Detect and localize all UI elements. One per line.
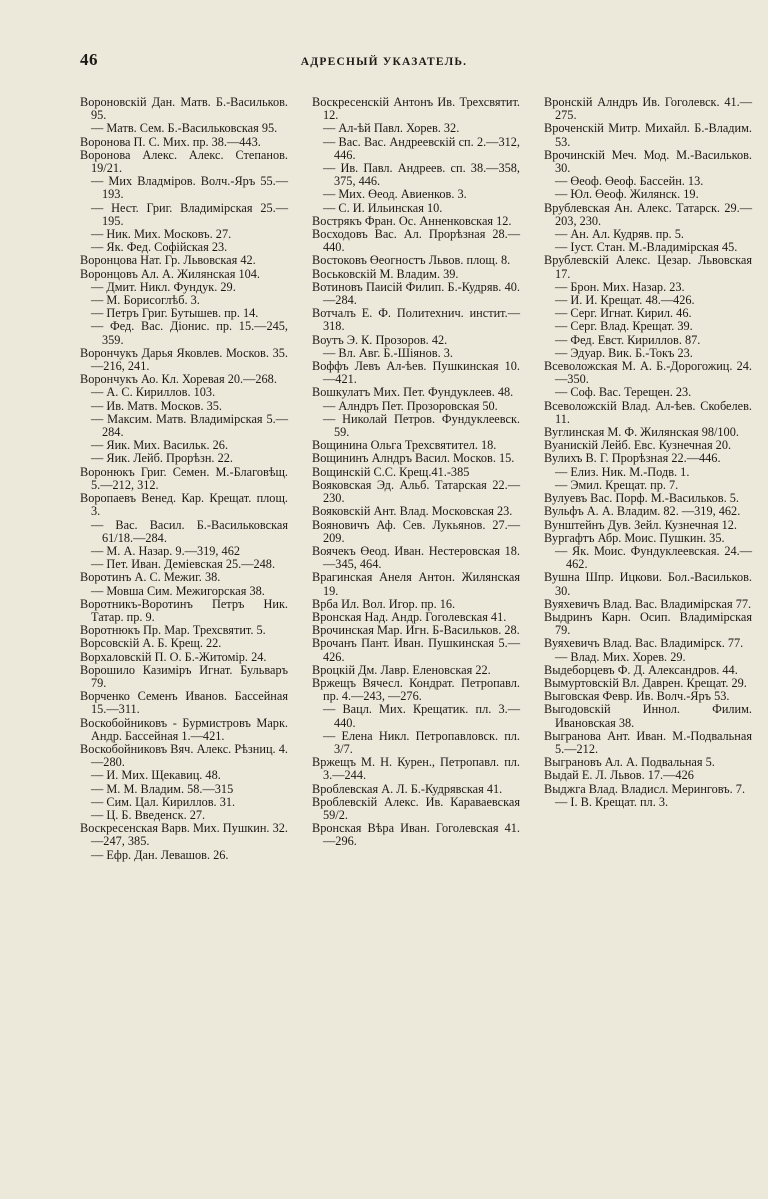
directory-entry: Воронцовъ Ал. А. Жилянская 104. — [80, 266, 261, 281]
directory-subentry: — А. С. Кириллов. 103. — [91, 385, 216, 400]
directory-subentry: — Сим. Цал. Кириллов. 31. — [91, 794, 236, 809]
directory-entry: Воскобойниковъ Вяч. Алекс. Рѣзниц. 4.—280. — [80, 741, 288, 770]
directory-subentry: — И. Мих. Щекавиц. 48. — [91, 768, 221, 783]
directory-entry: Вояковскій Ант. Влад. Московская 23. — [312, 504, 513, 519]
directory-subentry: — Эмил. Крещат. пр. 7. — [555, 477, 679, 492]
directory-entry: Вощинина Ольга Трехсвятител. 18. — [312, 438, 497, 453]
directory-entry: Врба Ил. Вол. Игор. пр. 16. — [312, 596, 456, 611]
directory-subentry: — Як. Фед. Софійская 23. — [91, 240, 228, 255]
directory-entry: Ворошило Казиміръ Игнат. Бульваръ 79. — [80, 662, 288, 690]
directory-entry: Выгодовскій Иннол. Филим. Ивановская 38. — [544, 702, 752, 730]
directory-entry: Вояковская Эд. Альб. Татарская 22.—230. — [312, 477, 520, 506]
directory-entry: Вушна Шпр. Ицкови. Бол.-Васильков. 30. — [544, 570, 752, 598]
column-3 — [544, 96, 752, 809]
directory-entry: Врагинская Анеля Антон. Жилянская 19. — [312, 570, 520, 598]
directory-entry: Ворхаловскій П. О. Б.-Житомір. 24. — [80, 649, 267, 664]
directory-entry: Врублевская Ан. Алекс. Татарск. 29.—203, 230. — [544, 200, 752, 228]
directory-entry: Выджга Влад. Владисл. Меринговъ. 7. — [544, 781, 746, 796]
directory-entry: Вронскій Алндръ Ив. Гоголевск. 41.—275. — [544, 95, 752, 123]
directory-subentry: — Серг. Игнат. Кирил. 46. — [555, 306, 692, 321]
directory-subentry: — Юл. Өеоф. Жилянск. 19. — [555, 187, 699, 202]
directory-entry: Вулуевъ Вас. Порф. М.-Васильков. 5. — [544, 491, 739, 506]
directory-subentry: — Фед. Вас. Діонис. пр. 15.—245, 359. — [91, 319, 288, 347]
directory-subentry: — Ал-ѣй Павл. Хорев. 32. — [323, 121, 460, 136]
directory-subentry: — Мих. Өеод. Авиенков. 3. — [323, 187, 467, 202]
directory-entry: Востоковъ Өеогностъ Львов. площ. 8. — [312, 253, 511, 268]
directory-entry: Ворченко Семенъ Иванов. Бассейная 15.—311. — [80, 689, 288, 717]
directory-entry: Воротнюкъ Пр. Мар. Трехсвятит. 5. — [80, 623, 266, 638]
directory-subentry: — Вас. Вас. Андреевскій сп. 2.—312, 446. — [323, 134, 520, 162]
directory-entry: Воскресенская Варв. Мих. Пушкин. 32.—247, 385. — [80, 821, 288, 849]
directory-subentry: — Яик. Лейб. Прорѣзн. 22. — [91, 451, 233, 466]
address-columns — [80, 95, 752, 1176]
directory-entry: Врочанъ Пант. Иван. Пушкинская 5.—426. — [312, 636, 520, 664]
directory-entry: Выгранова Ант. Иван. М.-Подвальная 5.—212. — [544, 728, 752, 756]
directory-subentry: — Ив. Павл. Андреев. сп. 38.—358, 375, 446. — [323, 161, 520, 189]
directory-subentry: — Іуст. Стан. М.-Владимірская 45. — [555, 240, 738, 255]
directory-entry: Врублевскій Алекс. Цезар. Львовская 17. — [544, 253, 752, 281]
directory-subentry: — Елиз. Ник. М.-Подв. 1. — [555, 464, 690, 479]
directory-subentry: — Як. Моис. Фундуклеевская. 24.—462. — [555, 543, 752, 572]
directory-entry: Воронюкъ Григ. Семен. М.-Благовѣщ. 5.—212, 312. — [80, 464, 288, 492]
directory-entry: Вуяхевичъ Влад. Вас. Владимірск. 77. — [544, 636, 744, 651]
directory-entry: Воскобойниковъ - Бурмистровъ Марк. Андр. Бассейная 1.—421. — [80, 715, 288, 743]
directory-entry: Врочинскій Меч. Мод. М.-Васильков. 30. — [544, 147, 752, 176]
directory-entry: Вотиновъ Паисій Филип. Б.-Кудряв. 40.—284. — [312, 279, 520, 308]
directory-entry: Вроблевскій Алекс. Ив. Караваевская 59/2. — [312, 794, 520, 822]
directory-entry: Вржещъ М. Н. Курен., Петропавл. пл. 3.—244. — [312, 755, 520, 783]
directory-entry: Вороновскій Дан. Матв. Б.-Васильков. 95. — [80, 95, 288, 123]
directory-entry: Вронская Вѣра Иван. Гоголевская 41.—296. — [312, 821, 520, 849]
directory-subentry: — Николай Петров. Фундуклеевск. 59. — [323, 411, 520, 440]
directory-subentry: — Петръ Григ. Бутышев. пр. 14. — [91, 306, 259, 321]
directory-entry: Вульфъ А. А. Владим. 82. —319, 462. — [544, 504, 741, 519]
directory-entry: Вроблевская А. Л. Б.-Кудрявская 41. — [312, 781, 503, 796]
directory-subentry: — М. А. Назар. 9.—319, 462 — [91, 543, 240, 558]
directory-subentry: — Өеоф. Өеоф. Бассейн. 13. — [555, 174, 704, 189]
column-1 — [80, 96, 288, 862]
directory-entry: Воутъ Э. К. Прозоров. 42. — [312, 332, 448, 347]
directory-subentry: — Яик. Мих. Васильк. 26. — [91, 438, 229, 453]
column-2 — [312, 96, 520, 849]
directory-subentry: — Вл. Авг. Б.-Шіянов. 3. — [323, 345, 453, 360]
directory-entry: Выграновъ Ал. А. Подвальная 5. — [544, 755, 715, 770]
directory-entry: Вощининъ Алндръ Васил. Москов. 15. — [312, 451, 515, 466]
directory-entry: Вошкулатъ Мих. Пет. Фундуклеев. 48. — [312, 385, 514, 400]
directory-entry: Воротникъ-Воротинъ Петръ Ник. Татар. пр. 9. — [80, 596, 288, 624]
directory-entry: Воропаевъ Венед. Кар. Крещат. площ. 3. — [80, 491, 288, 519]
directory-entry: Вунштейнъ Дув. Зейл. Кузнечная 12. — [544, 517, 737, 532]
directory-entry: Ворончукъ Дарья Яковлев. Москов. 35.—216, 241. — [80, 345, 288, 374]
directory-entry: Всеволожскій Влад. Ал-ѣев. Скобелев. 11. — [544, 398, 752, 426]
directory-subentry: — Алндръ Пет. Прозоровская 50. — [323, 398, 498, 413]
directory-entry: Вострякъ Фран. Ос. Анненковская 12. — [312, 213, 512, 228]
directory-subentry: — Ефр. Дан. Левашов. 26. — [91, 847, 229, 862]
directory-entry: Вуяхевичъ Влад. Вас. Владимірская 77. — [544, 596, 752, 611]
directory-entry: Воскресенскій Антонъ Ив. Трехсвятит. 12. — [312, 95, 520, 123]
directory-subentry: — Серг. Влад. Крещат. 39. — [555, 319, 693, 334]
directory-entry: Воронова Алекс. Алекс. Степанов. 19/21. — [80, 147, 288, 176]
directory-entry: Воротинъ А. С. Межиг. 38. — [80, 570, 221, 585]
directory-subentry: — М. Борисоглѣб. 3. — [91, 293, 200, 308]
directory-subentry: — Пет. Иван. Деміевская 25.—248. — [91, 557, 276, 572]
directory-entry: Воячекъ Өеод. Иван. Нестеровская 18.—345, 464. — [312, 543, 520, 572]
directory-subentry: — Матв. Сем. Б.-Васильковская 95. — [91, 121, 278, 136]
directory-entry: Вроченскій Митр. Михайл. Б.-Владим. 53. — [544, 121, 752, 149]
directory-subentry: — Дмит. Никл. Фундук. 29. — [91, 279, 236, 294]
running-head: АДРЕСНЫЙ УКАЗАТЕЛЬ. — [300, 56, 468, 68]
directory-subentry: — Мовша Сим. Межигорская 38. — [91, 583, 265, 598]
directory-subentry: — Вацл. Мих. Крещатик. пл. 3.—440. — [323, 702, 520, 730]
directory-entry: Вроцкій Дм. Лавр. Еленовская 22. — [312, 662, 491, 677]
directory-subentry: — Ц. Б. Введенск. 27. — [91, 807, 206, 822]
directory-entry: Выдеборцевъ Ф. Д. Александров. 44. — [544, 662, 738, 677]
directory-entry: Всеволожская М. А. Б.-Дорогожиц. 24.—350. — [544, 359, 752, 387]
directory-entry: Вымуртовскій Вл. Даврен. Крещат. 29. — [544, 675, 747, 690]
directory-subentry: — Эдуар. Вик. Б.-Токъ 23. — [555, 345, 693, 360]
directory-entry: Ворончукъ Ао. Кл. Хоревая 20.—268. — [80, 372, 277, 387]
directory-entry: Вуанискій Лейб. Евс. Кузнечная 20. — [544, 438, 732, 453]
directory-entry: Вояновичъ Аф. Сев. Лукьянов. 27.—209. — [312, 517, 520, 545]
directory-entry: Вржещъ Вячесл. Кондрат. Петропавл. пр. 4.—243, —276. — [312, 675, 520, 704]
directory-entry: Вронская Над. Андр. Гоголевская 41. — [312, 609, 507, 624]
directory-subentry: — М. М. Владим. 58.—315 — [91, 781, 234, 796]
directory-subentry: — Соф. Вас. Терещен. 23. — [555, 385, 692, 400]
directory-subentry: — С. И. Ильинская 10. — [323, 200, 443, 215]
directory-subentry: — І. В. Крещат. пл. 3. — [555, 794, 669, 809]
directory-entry: Воськовскій М. Владим. 39. — [312, 266, 459, 281]
directory-entry: Выдринъ Карн. Осип. Владимірская 79. — [544, 609, 752, 638]
directory-subentry: — Елена Никл. Петропавловск. пл. 3/7. — [323, 728, 520, 756]
directory-entry: Вощинскій С.С. Крещ.41.-385 — [312, 464, 470, 479]
directory-subentry: — Фед. Евст. Кириллов. 87. — [555, 332, 701, 347]
directory-entry: Вотчалъ Е. Ф. Политехнич. инстит.—318. — [312, 306, 520, 334]
directory-entry: Воффъ Левъ Ал-ѣев. Пушкинская 10.—421. — [312, 359, 520, 387]
directory-entry: Выговская Февр. Ив. Волч.-Яръ 53. — [544, 689, 730, 704]
directory-subentry: — Мих Владміров. Волч.-Яръ 55.—193. — [91, 174, 288, 202]
directory-entry: Ворсовскій А. Б. Крещ. 22. — [80, 636, 222, 651]
directory-subentry: — Нест. Григ. Владимірская 25.—195. — [91, 200, 288, 228]
directory-subentry: — Брон. Мих. Назар. 23. — [555, 279, 685, 294]
page-number: 46 — [80, 50, 98, 69]
directory-entry: Выдай Е. Л. Львов. 17.—426 — [544, 768, 694, 783]
directory-entry: Врочинская Мар. Игн. Б-Васильков. 28. — [312, 623, 520, 638]
directory-subentry: — Ник. Мих. Московъ. 27. — [91, 227, 232, 242]
directory-entry: Воронова П. С. Мих. пр. 38.—443. — [80, 134, 261, 149]
directory-subentry: — Ив. Матв. Москов. 35. — [91, 398, 222, 413]
directory-entry: Восходовъ Вас. Ал. Прорѣзная 28.—440. — [312, 227, 520, 255]
directory-subentry: — И. И. Крещат. 48.—426. — [555, 293, 695, 308]
directory-entry: Вуглинская М. Ф. Жилянская 98/100. — [544, 425, 739, 440]
directory-subentry: — Влад. Мих. Хорев. 29. — [555, 649, 686, 664]
directory-subentry: — Вас. Васил. Б.-Васильковская 61/18.—284. — [91, 517, 288, 545]
directory-subentry: — Ан. Ал. Кудряв. пр. 5. — [555, 227, 684, 242]
directory-subentry: — Максим. Матв. Владимірская 5.—284. — [91, 411, 288, 440]
directory-entry: Вургафтъ Абр. Моис. Пушкин. 35. — [544, 530, 725, 545]
page-header — [0, 50, 768, 76]
directory-entry: Воронцова Нат. Гр. Львовская 42. — [80, 253, 256, 268]
directory-entry: Вулихъ В. Г. Прорѣзная 22.—446. — [544, 451, 721, 466]
